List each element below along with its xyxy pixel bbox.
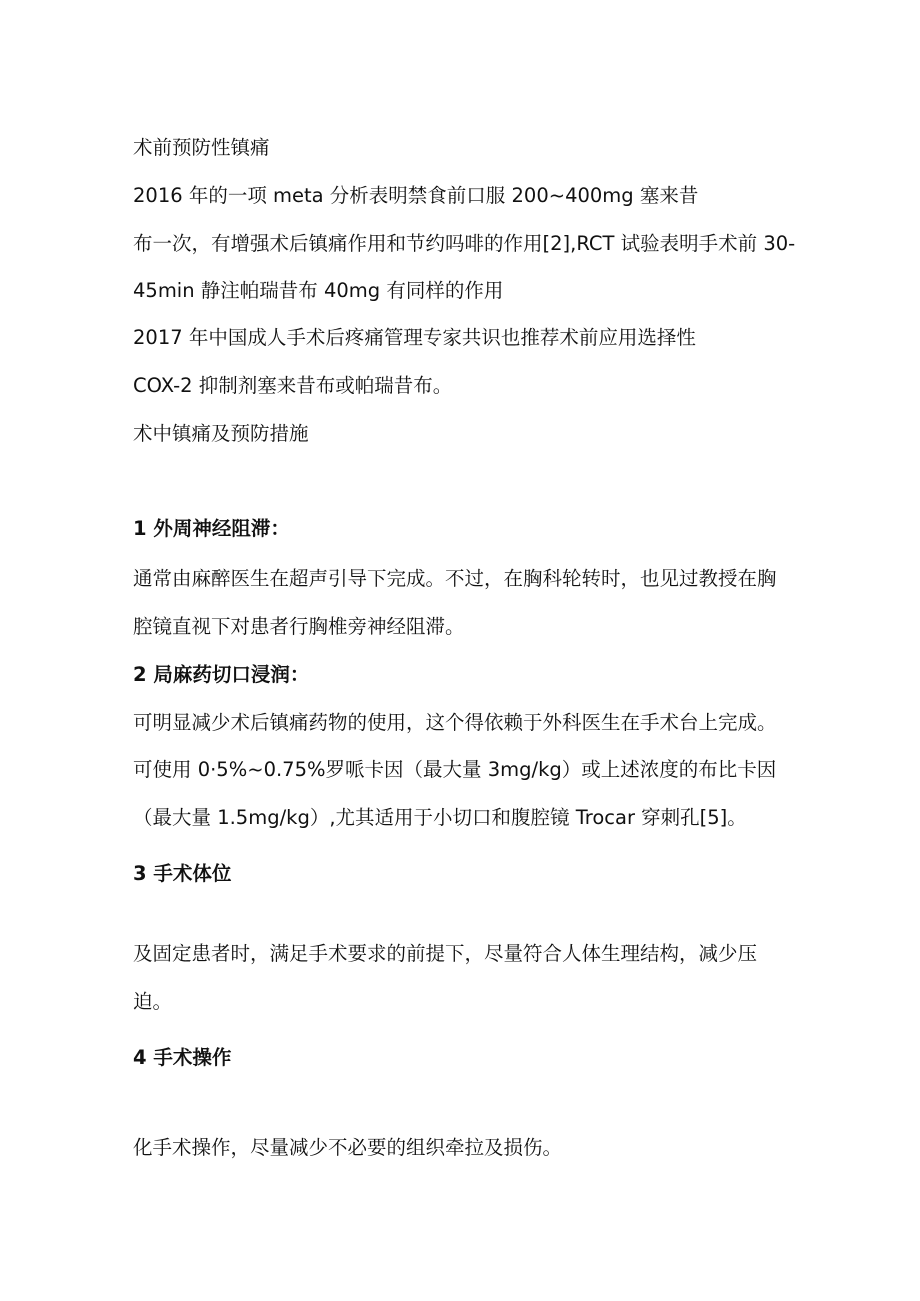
paragraph-line: 布一次，有增强术后镇痛作用和节约吗啡的作用[2],RCT 试验表明手术前 30- <box>133 232 796 255</box>
paragraph-line: 2016 年的一项 meta 分析表明禁食前口服 200~400mg 塞来昔 <box>133 184 699 207</box>
paragraph-line: 化手术操作，尽量减少不必要的组织牵拉及损伤。 <box>133 1136 563 1159</box>
section-heading-intraop: 术中镇痛及预防措施 <box>133 422 309 445</box>
paragraph-line: 通常由麻醉医生在超声引导下完成。不过，在胸科轮转时，也见过教授在胸 <box>133 567 777 590</box>
paragraph-line: 可使用 0·5%~0.75%罗哌卡因（最大量 3mg/kg）或上述浓度的布比卡因 <box>133 758 777 781</box>
heading-local-infiltration: 2 局麻药切口浸润： <box>133 663 310 686</box>
paragraph-line: 可明显减少术后镇痛药物的使用，这个得依赖于外科医生在手术台上完成。 <box>133 711 777 734</box>
section-heading-preop: 术前预防性镇痛 <box>133 136 270 159</box>
paragraph-line: 2017 年中国成人手术后疼痛管理专家共识也推荐术前应用选择性 <box>133 326 696 349</box>
paragraph-line: 迫。 <box>133 990 173 1013</box>
paragraph-line: 及固定患者时，满足手术要求的前提下，尽量符合人体生理结构，减少压 <box>133 942 758 965</box>
heading-operation: 4 手术操作 <box>133 1046 232 1069</box>
paragraph-line: COX-2 抑制剂塞来昔布或帕瑞昔布。 <box>133 374 453 397</box>
paragraph-line: （最大量 1.5mg/kg）,尤其适用于小切口和腹腔镜 Trocar 穿刺孔[5]。 <box>133 806 747 829</box>
heading-position: 3 手术体位 <box>133 862 232 885</box>
paragraph-line: 腔镜直视下对患者行胸椎旁神经阻滞。 <box>133 615 465 638</box>
heading-nerve-block: 1 外周神经阻滞： <box>133 517 290 540</box>
paragraph-line: 45min 静注帕瑞昔布 40mg 有同样的作用 <box>133 279 504 302</box>
